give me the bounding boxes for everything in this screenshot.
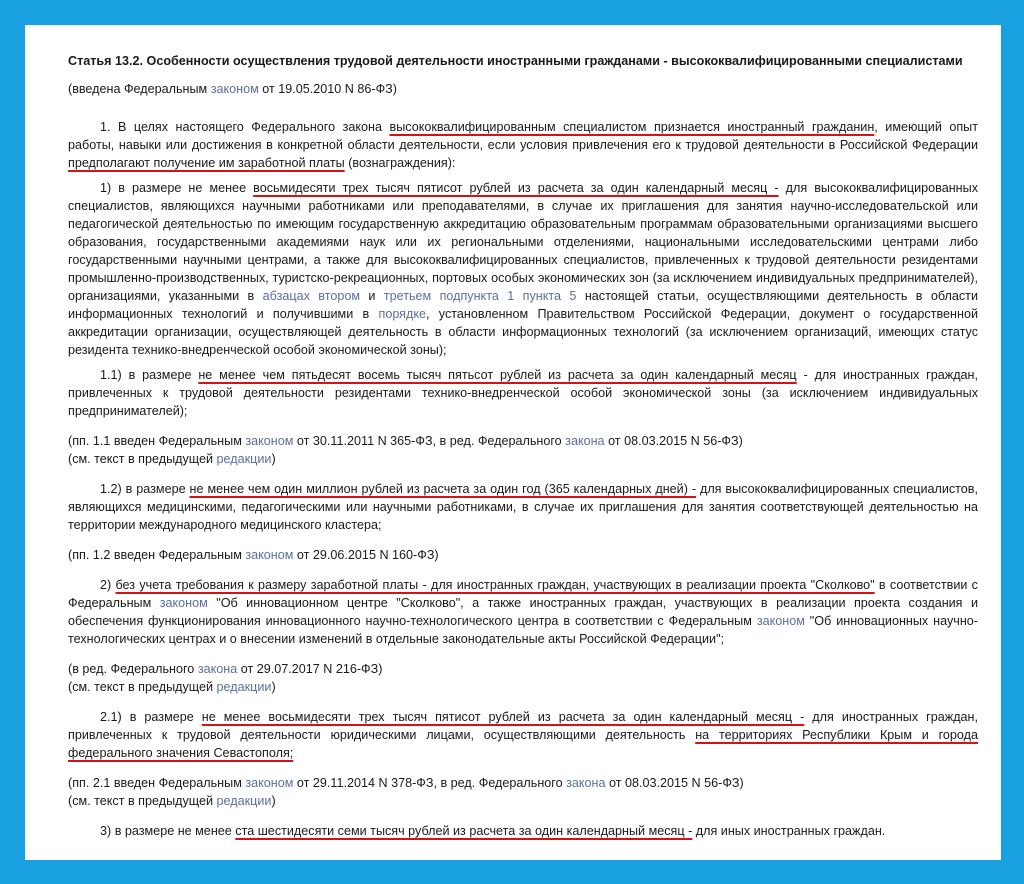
- text-span: - для иностранных граждан, привлеченных к трудовой деятельности резидентами технико-внедренческой особой экономической зоны (за исключением индивидуальных предпринимателей);: [68, 368, 979, 418]
- text-span: для высококвалифицированных специалистов, являющихся медицинскими, педагогическими или научными работниками, в случае их приглашения для занятия соответствующей деятельностью на территории международного медицинского кластера;: [68, 482, 979, 532]
- text-span: от 29.06.2015 N 160-ФЗ): [293, 548, 439, 562]
- text-span: (пп. 2.1 введен Федеральным: [68, 776, 246, 790]
- text-span: от 08.03.2015 N 56-ФЗ): [604, 434, 743, 448]
- text-span: 3) в размере не менее: [100, 824, 236, 838]
- highlight-amount-167000: ста шестидесяти семи тысяч рублей из расчета за один календарный месяц -: [235, 824, 693, 838]
- subparagraph-1-2: [68, 480, 978, 534]
- highlight-definition: высококвалифицированным специалистом признается иностранный гражданин: [389, 120, 875, 134]
- link-law[interactable]: законом: [245, 548, 294, 562]
- subparagraph-1-1: [68, 366, 978, 420]
- link-paragraph-second[interactable]: абзацах втором: [262, 289, 360, 303]
- text-span: (вознаграждения):: [344, 156, 456, 170]
- note-1-2: [68, 546, 978, 564]
- text-span: в соответствии с Федеральным: [68, 578, 978, 610]
- link-previous-edition[interactable]: редакции: [216, 452, 272, 466]
- link-previous-edition[interactable]: редакции: [216, 680, 272, 694]
- note-2: [68, 660, 978, 696]
- highlight-crimea-sevastopol: на территориях Республики Крым и города федерального значения Севастополя;: [68, 728, 978, 760]
- link-law[interactable]: закона: [197, 662, 238, 676]
- highlight-amount-83500-crimea: не менее восьмидесяти трех тысяч пятисот рублей из расчета за один календарный месяц -: [201, 710, 805, 724]
- text-span: 1. В целях настоящего Федерального закона: [100, 120, 390, 134]
- text-span: для высококвалифицированных специалистов, являющихся научными работниками или преподавателями, в случае их приглашения для занятия научно-исследовательской или педагогической деятельностью по имеющим государственную аккредитацию образовательным программам образовательными организациями высшего образования, государственными академиями наук или их региональными отделениями, национальными исследовательскими центрами либо государственными научными центрами, а также для высококвалифицированных специалистов, привлеченных к трудовой деятельности резидентами промышленно-производственных, туристско-рекреационных, портовых особых экономических зон (за исключением индивидуальных предпринимателей), организациями, указанными в: [68, 181, 978, 303]
- text-span: от 08.03.2015 N 56-ФЗ): [605, 776, 744, 790]
- intro-text: (введена Федеральным: [68, 82, 211, 96]
- text-span: ): [271, 794, 276, 808]
- highlight-amount-58500: не менее чем пятьдесят восемь тысяч пятьсот рублей из расчета за один календарный месяц: [198, 368, 797, 382]
- text-span: (пп. 1.2 введен Федеральным: [68, 548, 246, 562]
- link-law[interactable]: законом: [245, 434, 294, 448]
- note-1-1: [68, 432, 978, 468]
- text-span: для иных иностранных граждан.: [692, 824, 886, 838]
- text-span: , установленном Правительством Российской Федерации, документ о государственной аккредитации организации, осуществляющей деятельность в области информационных технологий (за исключением организаций, имеющих статус резидента технико-внедренческой особой экономической зоны);: [68, 307, 978, 357]
- text-span: (см. текст в предыдущей: [68, 680, 217, 694]
- text-span: (см. текст в предыдущей: [68, 794, 217, 808]
- text-span: 2.1) в размере: [100, 710, 202, 724]
- link-previous-edition[interactable]: редакции: [216, 794, 272, 808]
- text-span: 2): [100, 578, 116, 592]
- text-span: 1.1) в размере: [100, 368, 199, 382]
- highlight-amount-1-million: не менее чем один миллион рублей из расчета за один год (365 календарных дней) -: [189, 482, 697, 496]
- text-span: 1.2) в размере: [100, 482, 190, 496]
- link-third-subparagraph[interactable]: третьем подпункта 1 пункта 5: [383, 289, 577, 303]
- link-law[interactable]: закона: [566, 776, 606, 790]
- subparagraph-1: [68, 179, 978, 359]
- article-title: Статья 13.2. Особенности осуществления трудовой деятельности иностранными гражданами - высококвалифицированными специалистами: [68, 54, 963, 68]
- text-span: и: [360, 289, 384, 303]
- highlight-salary-condition: предполагают получение им заработной платы: [68, 156, 345, 170]
- paragraph-1: [68, 118, 978, 172]
- intro-text: от 19.05.2010 N 86-ФЗ): [258, 82, 397, 96]
- highlight-skolkovo: без учета требования к размеру заработной платы - для иностранных граждан, участвующих в реализации проекта "Сколково": [115, 578, 875, 592]
- text-span: ): [271, 680, 276, 694]
- text-span: от 29.07.2017 N 216-ФЗ): [237, 662, 383, 676]
- article-intro-note: [68, 80, 978, 98]
- text-span: "Об инновационных научно-технологических центрах и о внесении изменений в отдельные законодательные акты Российской Федерации";: [68, 614, 978, 646]
- highlight-amount-83500: восьмидесяти трех тысяч пятисот рублей из расчета за один календарный месяц -: [253, 181, 779, 195]
- text-span: (в ред. Федерального: [68, 662, 198, 676]
- link-law[interactable]: законом: [245, 776, 294, 790]
- link-law[interactable]: законом: [159, 596, 208, 610]
- law-article: [68, 52, 978, 840]
- text-span: "Об инновационном центре "Сколково", а также иностранных граждан, участвующих в реализации проекта создания и обеспечения функционирования инновационного научно-технологического центра в соответствии с Федеральным: [68, 596, 978, 628]
- subparagraph-2-1: [68, 708, 978, 762]
- document-page: [25, 25, 1001, 860]
- text-span: , имеющий опыт работы, навыки или достижения в конкретной области деятельности, если условия привлечения его к трудовой деятельности в Российской Федерации: [68, 120, 978, 152]
- text-span: настоящей статьи, осуществляющими деятельность в области информационных технологий и получившими в: [68, 289, 978, 321]
- text-span: 1) в размере не менее: [100, 181, 254, 195]
- link-procedure[interactable]: порядке: [378, 307, 427, 321]
- note-2-1: [68, 774, 978, 810]
- subparagraph-3: [68, 822, 978, 840]
- text-span: ): [271, 452, 276, 466]
- text-span: (пп. 1.1 введен Федеральным: [68, 434, 246, 448]
- text-span: для иностранных граждан, привлеченных к трудовой деятельности юридическими лицами, осуществляющими деятельность: [68, 710, 978, 742]
- text-span: от 29.11.2014 N 378-ФЗ, в ред. Федерального: [293, 776, 567, 790]
- link-law[interactable]: законом: [756, 614, 805, 628]
- subparagraph-2: [68, 576, 978, 648]
- text-span: (см. текст в предыдущей: [68, 452, 217, 466]
- text-span: от 30.11.2011 N 365-ФЗ, в ред. Федерального: [293, 434, 566, 448]
- link-law[interactable]: закона: [565, 434, 605, 448]
- intro-law-link[interactable]: законом: [210, 82, 259, 96]
